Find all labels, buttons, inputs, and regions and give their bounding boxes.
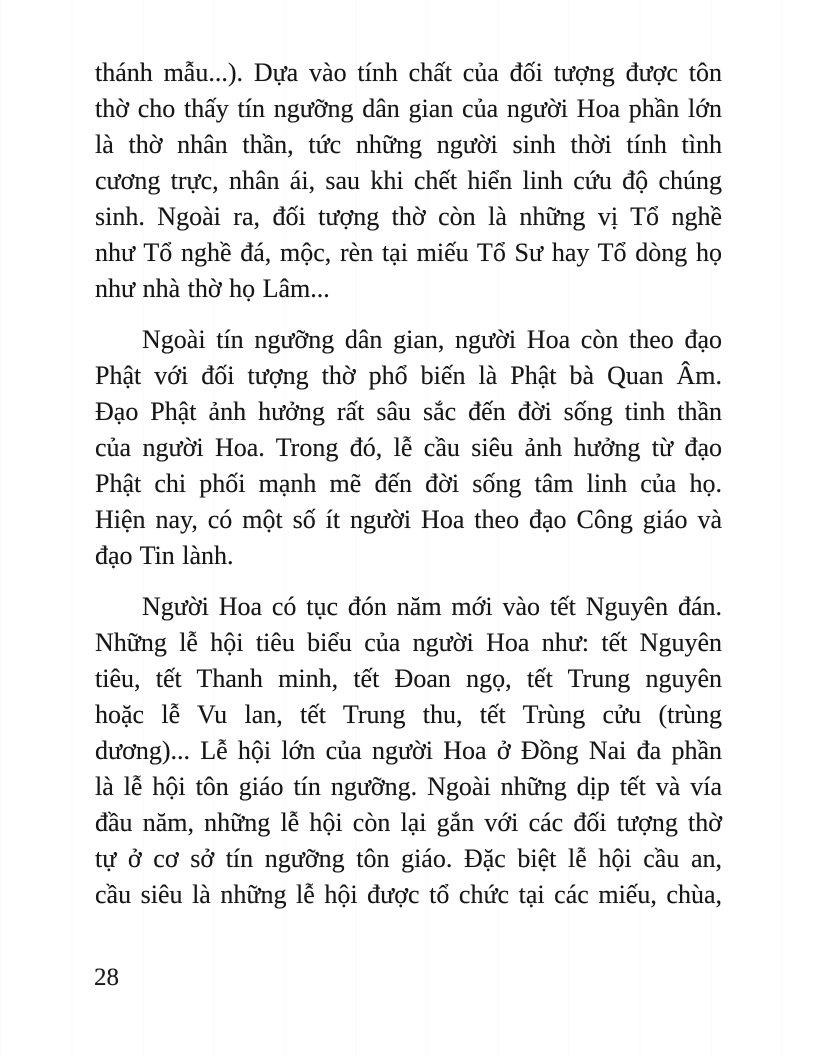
text-line: thờ cho thấy tín ngưỡng dân gian của người Hoa phần lớn	[95, 94, 722, 123]
text-line: như Tổ nghề đá, mộc, rèn tại miếu Tổ Sư hay Tổ dòng họ	[95, 238, 722, 267]
paragraph-2	[95, 322, 722, 574]
text-line: tự ở cơ sở tín ngưỡng tôn giáo. Đặc biệt lễ hội cầu an,	[95, 844, 722, 873]
text-line: Hiện nay, có một số ít người Hoa theo đạo Công giáo và	[95, 505, 722, 534]
text-line: là thờ nhân thần, tức những người sinh thời tính tình	[95, 130, 722, 159]
text-line: dương)... Lễ hội lớn của người Hoa ở Đồng Nai đa phần	[95, 736, 722, 765]
text-line: đầu năm, những lễ hội còn lại gắn với các đối tượng thờ	[95, 808, 722, 837]
text-line: Phật với đối tượng thờ phổ biến là Phật bà Quan Âm.	[95, 361, 722, 390]
page-number: 28	[94, 964, 119, 991]
text-line: cầu siêu là những lễ hội được tổ chức tại các miếu, chùa,	[95, 880, 722, 909]
text-line: Phật chi phối mạnh mẽ đến đời sống tâm linh của họ.	[95, 469, 722, 498]
text-line: sinh. Ngoài ra, đối tượng thờ còn là những vị Tổ nghề	[95, 202, 722, 231]
text-line: Đạo Phật ảnh hưởng rất sâu sắc đến đời sống tinh thần	[95, 397, 722, 426]
text-line: Người Hoa có tục đón năm mới vào tết Nguyên đán.	[142, 592, 722, 621]
paragraph-1	[95, 55, 722, 307]
text-line: đạo Tin lành.	[95, 541, 234, 570]
text-line: tiêu, tết Thanh minh, tết Đoan ngọ, tết Trung nguyên	[95, 664, 722, 693]
text-line: là lễ hội tôn giáo tín ngưỡng. Ngoài những dịp tết và vía	[95, 772, 722, 801]
text-line: Những lễ hội tiêu biểu của người Hoa như: tết Nguyên	[95, 628, 722, 657]
text-line: cương trực, nhân ái, sau khi chết hiển linh cứu độ chúng	[95, 166, 722, 195]
paragraph-3	[95, 589, 722, 913]
text-line: thánh mẫu...). Dựa vào tính chất của đối tượng được tôn	[95, 58, 722, 87]
text-line: Ngoài tín ngưỡng dân gian, người Hoa còn theo đạo	[142, 325, 722, 354]
text-line: như nhà thờ họ Lâm...	[95, 274, 330, 303]
page-body	[95, 55, 722, 913]
text-line: của người Hoa. Trong đó, lễ cầu siêu ảnh hưởng từ đạo	[95, 433, 722, 462]
text-line: hoặc lễ Vu lan, tết Trung thu, tết Trùng cửu (trùng	[95, 700, 722, 729]
